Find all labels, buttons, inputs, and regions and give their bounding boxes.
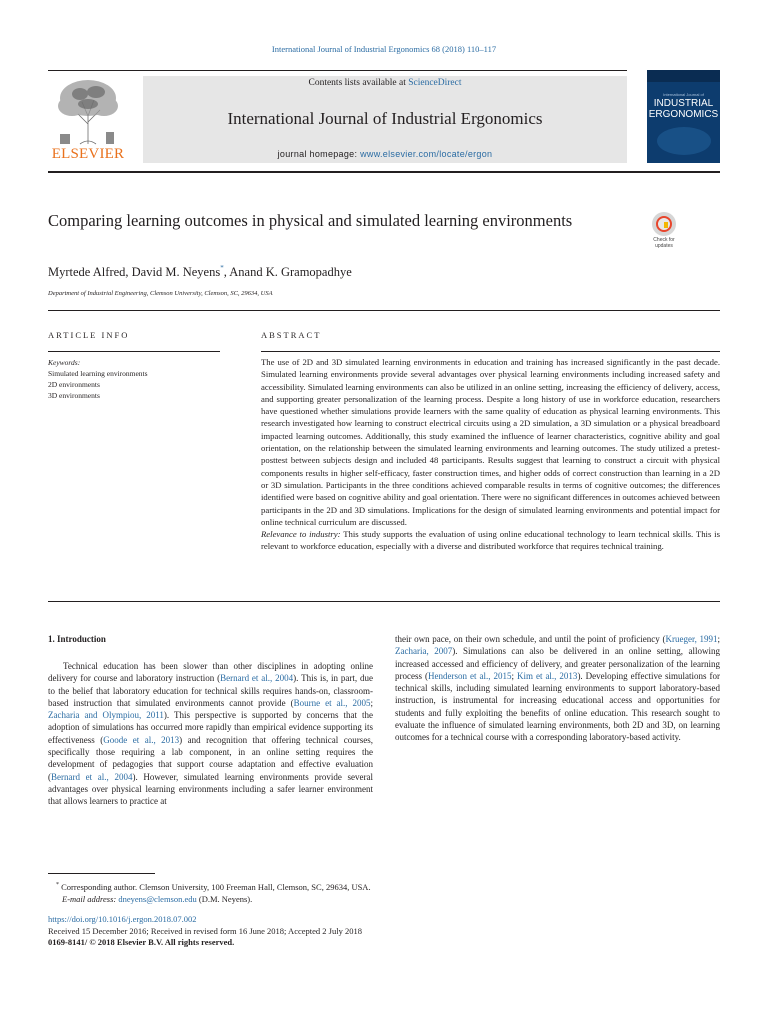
journal-masthead xyxy=(143,76,627,163)
relevance-label: Relevance to industry: xyxy=(261,529,341,540)
abstract-text: The use of 2D and 3D simulated learning environments in education and training has increased significantly in the past decade. Simulated learning environments provide several advantages over physical learning environments including increased safety and accessibility. Simulated learning environments can also be utilized in an online setting, increasing the efficiency of delivery, access, and supporting greater personalization of the learning process. Despite a long history of use in workforce education, researchers have questioned whether simulations provide learners with the same quality of education as physical learning environments. This research investigated how learning to construct electrical circuits using a 2D simulation, a 3D simulation or a physical breadboard impacted learning outcomes. Additionally, this study examined the influence of learner characteristics, cognitive ability and goal orientation, on the relationship between the simulated learning environments and learning outcomes. The study utilized a pretest-posttest between subjects design and included 48 participants. Results suggest that learning to construct a circuit with physical components results in higher self-efficacy, faster construction times, and higher odds of correct construction than learning in a 2D or 3D simulation. Participants in the three conditions achieved comparable results in terms of cognitive outcomes; the differences identified were based on cognitive ability and goal orientation. There were no significant differences in outcomes achieved between participants in the 2D and 3D simulations. Implications for the design of simulated learning environments and potential impact for online technical curriculum are discussed. xyxy=(261,357,720,527)
cover-title xyxy=(647,98,720,120)
keyword-item: 2D environments xyxy=(48,380,100,389)
homepage-prefix: journal homepage: xyxy=(277,149,361,159)
check-updates-label: Check for updates xyxy=(653,237,675,249)
email-note xyxy=(48,894,548,906)
text-run: ) and recognition that offering technical courses, specifically those requiring a lab component, in an online setting requires the development of pedagogies that support course adaptation and effective evaluation ( xyxy=(48,734,373,782)
relevance-text: This study supports the evaluation of using online educational technology to learn technical skills. This is relevant to workforce education, especially with a diverse and distributed workforce that requires technical training. xyxy=(261,529,720,552)
text-run: ; xyxy=(511,670,517,681)
relevance-to-industry xyxy=(261,528,720,553)
article-info-heading: ARTICLE INFO xyxy=(48,330,130,340)
journal-homepage-line xyxy=(143,149,627,159)
affiliation: Department of Industrial Engineering, Clemson University, Clemson, SC, 29634, USA xyxy=(48,290,273,297)
introduction-paragraph-2 xyxy=(395,633,720,744)
text-run: ). This perspective is supported by concerns that the adoption of simulations has occurred more rapidly than empirical evidence supporting its effectiveness ( xyxy=(48,710,373,745)
check-updates-ring xyxy=(656,216,672,232)
homepage-link[interactable]: www.elsevier.com/locate/ergon xyxy=(360,149,493,159)
keywords-block xyxy=(48,357,220,401)
text-run: their own pace, on their own schedule, and until the point of proficiency ( xyxy=(395,634,666,644)
email-label: E-mail address: xyxy=(62,893,119,904)
body-divider xyxy=(48,601,720,602)
doi-link[interactable]: https://doi.org/10.1016/j.ergon.2018.07.002 xyxy=(48,914,197,924)
text-run: ). Simulations can also be delivered in an online setting, allowing increased accessed and efficiency of delivery, and greater personalization of the learning process ( xyxy=(395,646,720,681)
text-run: ). Developing effective simulations for technical skills, including simulated learning environments to support laboratory-based instruction, is instrumental for increasing educational access and opportunities for students and fully exploiting the benefits of online education. This research sought to evaluate the influence of simulated learning environments, both 2D and 3D, on learning outcomes for a technical course with a corresponding laboratory-based activity. xyxy=(395,670,720,743)
citation-link[interactable]: Bernard et al., 2004 xyxy=(51,771,133,782)
issn-copyright: 0169-8141/ © 2018 Elsevier B.V. All rights reserved. xyxy=(48,937,235,947)
citation-link[interactable]: Goode et al., 2013 xyxy=(103,734,180,745)
corresponding-author-mark[interactable]: * xyxy=(220,264,224,272)
corresponding-author-note xyxy=(48,880,548,894)
text-run: ). This is, in part, due to the belief that laboratory education for technical skills requires hands-on, classroom-based instruction that simulated environments cannot provide ( xyxy=(48,673,373,708)
corresponding-author-text: Corresponding author. Clemson University, 100 Freeman Hall, Clemson, SC, 29634, USA. xyxy=(59,882,371,892)
journal-citation-link[interactable]: International Journal of Industrial Ergonomics 68 (2018) 110–117 xyxy=(271,44,497,54)
citation-link[interactable]: Kim et al., 2013 xyxy=(516,670,578,681)
text-run: ). However, simulated learning environments provide several advantages over physical learning environments including a safer learner environment that allows learners to practice at xyxy=(48,771,373,807)
keyword-item: Simulated learning environments xyxy=(48,369,148,378)
top-divider xyxy=(48,70,627,71)
footnote-mark: * xyxy=(56,882,59,888)
citation-link[interactable]: Zacharia and Olympiou, 2011 xyxy=(48,710,164,721)
citation-link[interactable]: Henderson et al., 2015 xyxy=(427,670,512,681)
author-list xyxy=(48,264,352,280)
check-updates-bookmark xyxy=(664,222,668,228)
journal-cover-image[interactable] xyxy=(647,70,720,163)
citation-link[interactable]: Bernard et al., 2004 xyxy=(220,673,294,684)
journal-title: International Journal of Industrial Ergonomics xyxy=(227,109,543,128)
introduction-heading: 1. Introduction xyxy=(48,634,106,644)
elsevier-logo xyxy=(48,76,128,164)
tree-logo-icon xyxy=(50,76,126,146)
sciencedirect-link[interactable]: ScienceDirect xyxy=(408,78,462,88)
cover-small-text: International Journal of xyxy=(663,92,704,97)
cover-graphic xyxy=(657,127,711,155)
abstract-body xyxy=(261,356,720,553)
cover-title-line2: ERGONOMICS xyxy=(648,109,719,120)
text-run: ; xyxy=(370,697,373,708)
email-suffix: (D.M. Neyens). xyxy=(196,893,253,904)
received-dates: Received 15 December 2016; Received in revised form 16 June 2018; Accepted 2 July 2018 xyxy=(48,925,362,936)
text-run: Technical education has been slower than other disciplines in adopting online delivery for course and laboratory instruction ( xyxy=(48,661,373,684)
introduction-paragraph-1 xyxy=(48,660,373,808)
section-divider xyxy=(48,310,720,311)
publisher-wordmark: ELSEVIER xyxy=(51,146,125,162)
contents-prefix: Contents lists available at xyxy=(308,78,409,88)
citation-link[interactable]: Bourne et al., 2005 xyxy=(293,697,371,708)
footnote-divider xyxy=(48,873,155,874)
citation-link[interactable]: Zacharia, 2007 xyxy=(395,646,453,657)
check-updates-icon xyxy=(652,212,676,236)
publication-info xyxy=(48,914,548,949)
citation-link[interactable]: Krueger, 1991 xyxy=(665,634,718,644)
author-3: , Anand K. Gramopadhye xyxy=(223,265,352,279)
abstract-heading: ABSTRACT xyxy=(261,330,322,340)
check-for-updates-button[interactable] xyxy=(646,212,682,250)
article-info-divider xyxy=(48,351,220,352)
header-divider xyxy=(48,171,720,173)
cover-title-line1: INDUSTRIAL xyxy=(653,98,714,109)
footnotes xyxy=(48,880,548,905)
cover-top-stripe xyxy=(647,70,720,82)
abstract-divider xyxy=(261,351,720,352)
email-link[interactable]: dneyens@clemson.edu xyxy=(118,893,197,904)
author-2[interactable]: David M. Neyens xyxy=(131,265,221,279)
keywords-label: Keywords: xyxy=(48,358,81,367)
text-run: ; xyxy=(717,634,720,644)
author-1: Myrtede Alfred, xyxy=(48,265,132,279)
keyword-item: 3D environments xyxy=(48,391,100,400)
contents-available-line xyxy=(143,78,627,88)
article-title: Comparing learning outcomes in physical and simulated learning environments xyxy=(48,211,573,230)
